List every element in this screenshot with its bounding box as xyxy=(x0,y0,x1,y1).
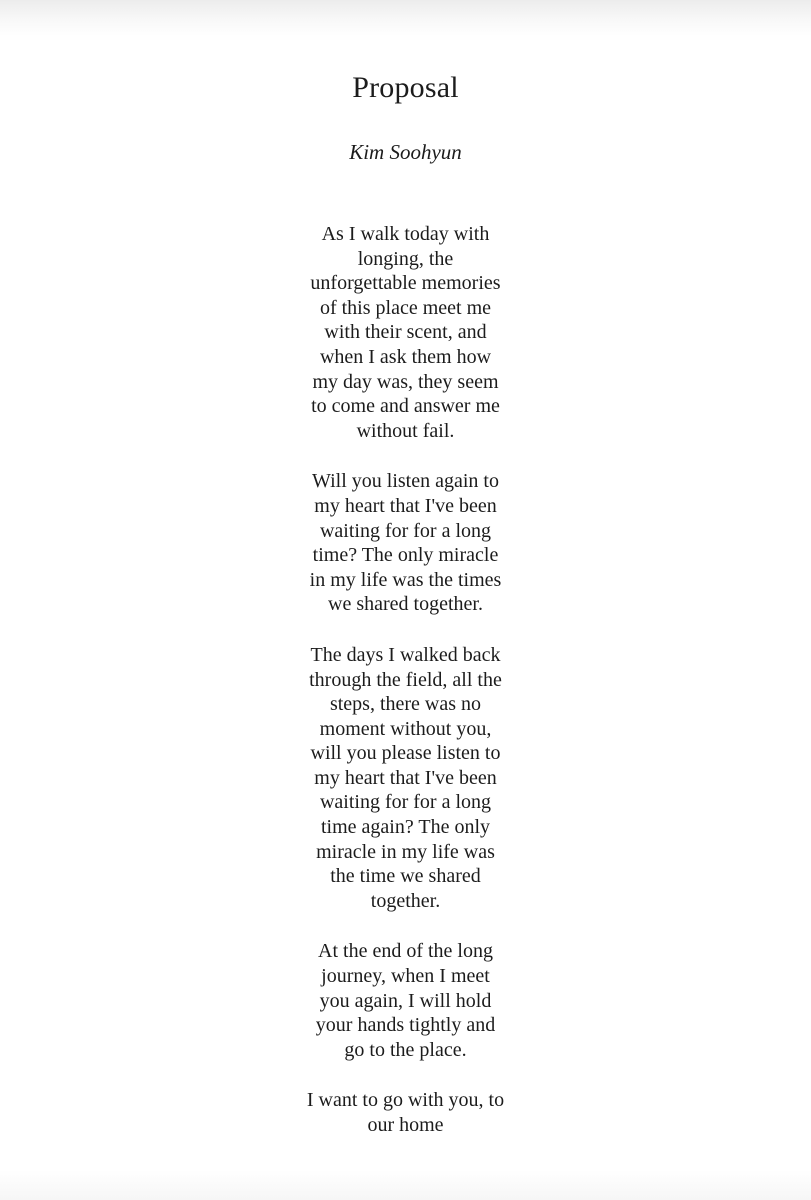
poem-line: of this place meet me xyxy=(319,296,492,319)
poem-line: without fail. xyxy=(356,419,455,442)
poem-line: As I walk today with xyxy=(321,223,490,245)
poem-line: through the field, all the xyxy=(309,668,502,691)
poem-title: Proposal xyxy=(352,71,459,104)
poem-line: longing, the xyxy=(357,247,454,270)
poem-line: journey, when I meet xyxy=(321,965,490,988)
poem-line: to come and answer me xyxy=(311,395,500,418)
poem-line: in my life was the times xyxy=(309,568,502,591)
poem-author: Kim Soohyun xyxy=(349,140,462,164)
poem-line: your hands tightly and xyxy=(315,1014,496,1037)
poem-line: you again, I will hold xyxy=(319,989,492,1012)
poem-line: unforgettable memories xyxy=(310,272,501,295)
stanza-3 xyxy=(230,643,581,914)
poem-line: when I ask them how xyxy=(319,345,492,368)
poem-line: with their scent, and xyxy=(324,321,487,344)
poem-line: At the end of the long xyxy=(318,940,493,963)
poem-line: will you please listen to xyxy=(310,742,501,765)
poem-line: we shared together. xyxy=(328,593,483,616)
poem-line: go to the place. xyxy=(344,1038,467,1061)
poem-line: the time we shared xyxy=(330,865,481,888)
poem-line: waiting for for a long xyxy=(319,791,492,814)
stanza-1 xyxy=(230,222,581,443)
poem-line: miracle in my life was xyxy=(316,840,495,863)
poem-body xyxy=(230,222,581,1164)
poem-line: together. xyxy=(370,889,441,912)
poem-line: my heart that I've been xyxy=(314,766,497,789)
stanza-5 xyxy=(230,1088,581,1137)
poem-line: my heart that I've been xyxy=(314,494,497,517)
poem-line: moment without you, xyxy=(319,717,492,740)
poem-line: our home xyxy=(367,1114,444,1136)
stanza-2 xyxy=(230,469,581,617)
poem-line: time? The only miracle xyxy=(312,544,499,567)
poem-line: my day was, they seem xyxy=(312,370,499,393)
stanza-4 xyxy=(230,939,581,1062)
poem-line: Will you listen again to xyxy=(312,470,499,493)
poem-line: time again? The only xyxy=(320,816,491,839)
poem-line: I want to go with you, to xyxy=(306,1089,505,1112)
poem-line: The days I walked back xyxy=(310,643,501,666)
poem-line: steps, there was no xyxy=(329,693,482,716)
poem-line: waiting for for a long xyxy=(319,519,492,542)
